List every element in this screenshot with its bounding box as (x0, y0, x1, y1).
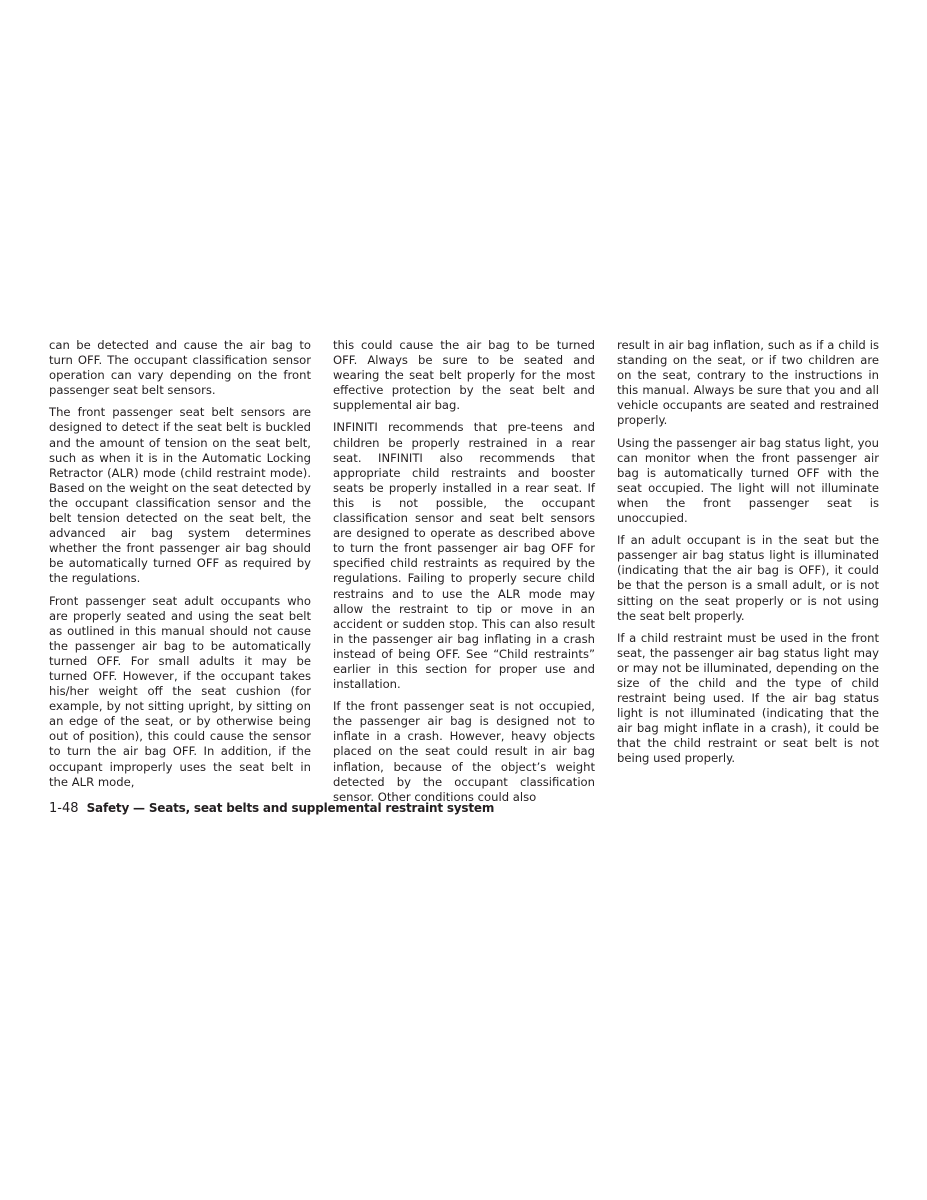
paragraph: The front passenger seat belt sensors are designed to detect if the seat belt is buckled and the amount of tension on the seat belt, such as when it is in the Automatic Locking Retractor (ALR) mode (child restraint mode). Based on the weight on the seat detected by the occupant classification sensor and the belt tension detected on the seat belt, the advanced air bag system determines whether the front passenger air bag should be automatically turned OFF as required by the regulations. (49, 405, 311, 586)
paragraph: If a child restraint must be used in the front seat, the passenger air bag status light may or may not be illuminated, depending on the size of the child and the type of child restraint being used. If the air bag status light is not illuminated (indicating that the air bag might inflate in a crash), it could be that the child restraint or seat belt is not being used properly. (617, 630, 879, 766)
section-title: Safety — Seats, seat belts and supplemental restraint system (86, 801, 495, 815)
paragraph: INFINITI recommends that pre-teens and children be properly restrained in a rear seat. INFINITI also recommends that appropriate child restraints and booster seats be properly installed in a rear seat. If this is not possible, the occupant classification sensor and seat belt sensors are designed to operate as described above to turn the front passenger air bag OFF for specified child restraints as required by the regulations. Failing to properly secure child restrains and to use the ALR mode may allow the restraint to tip or move in an accident or sudden stop. This can also result in the passenger air bag inflating in a crash instead of being OFF. See “Child restraints” earlier in this section for proper use and installation. (333, 420, 595, 692)
paragraph: If an adult occupant is in the seat but the passenger air bag status light is illuminated (indicating that the air bag is OFF), it could be that the person is a small adult, or is not sitting on the seat properly or is not using the seat belt properly. (617, 533, 879, 623)
text-column-2 (333, 338, 595, 812)
paragraph: Front passenger seat adult occupants who are properly seated and using the seat belt as outlined in this manual should not cause the passenger air bag to be automatically turned OFF. For small adults it may be turned OFF. However, if the occupant takes his/her weight off the seat cushion (for example, by not sitting upright, by sitting on an edge of the seat, or by otherwise being out of position), this could cause the sensor to turn the air bag OFF. In addition, if the occupant improperly uses the seat belt in the ALR mode, (49, 593, 311, 789)
paragraph: result in air bag inflation, such as if a child is standing on the seat, or if two children are on the seat, contrary to the instructions in this manual. Always be sure that you and all vehicle occupants are seated and restrained properly. (617, 338, 879, 428)
text-column-1 (49, 338, 311, 797)
page-footer (49, 797, 749, 816)
paragraph: If the front passenger seat is not occupied, the passenger air bag is designed not to inflate in a crash. However, heavy objects placed on the seat could result in air bag inflation, because of the object’s weight detected by the occupant classification sensor. Other conditions could also (333, 699, 595, 804)
text-column-3 (617, 338, 879, 774)
paragraph: Using the passenger air bag status light, you can monitor when the front passenger air bag is automatically turned OFF with the seat occupied. The light will not illuminate when the front passenger seat is unoccupied. (617, 435, 879, 526)
page-number: 1-48 (49, 801, 79, 816)
paragraph: can be detected and cause the air bag to turn OFF. The occupant classification sensor operation can vary depending on the front passenger seat belt sensors. (49, 338, 311, 398)
paragraph: this could cause the air bag to be turned OFF. Always be sure to be seated and wearing the seat belt properly for the most effective protection by the seat belt and supplemental air bag. (333, 338, 595, 413)
